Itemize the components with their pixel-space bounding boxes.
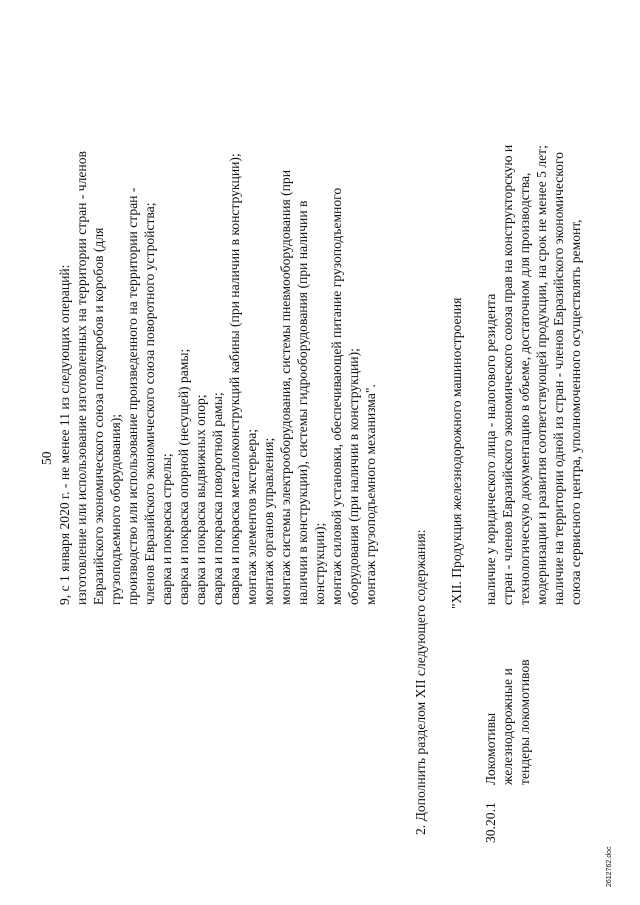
requirement-line: союза сервисного центра, уполномоченного осуществлять ремонт,	[568, 219, 583, 605]
text-line: грузоподъемного оборудования);	[108, 413, 123, 605]
text-line: сварка и покраска опорной (несущей) рамы;	[176, 348, 191, 605]
text-line: монтаж силовой установки, обеспечивающей питание грузоподъемного	[329, 187, 344, 605]
product-name-line: железнодорожные и	[500, 668, 515, 785]
product-name-line: тендеры локомотивов	[517, 659, 532, 785]
instruction-text: 2. Дополнить разделом XII следующего содержания:	[413, 529, 428, 835]
text-line: сварка и покраска поворотной рамы;	[210, 392, 225, 605]
text-line: монтаж грузоподъемного механизма".	[363, 384, 378, 605]
text-line: сварка и покраска стрелы;	[159, 453, 174, 605]
section-title: "XII. Продукция железнодорожного машиностроения	[449, 297, 464, 609]
doc-id-footer: 2612762.doc	[606, 846, 613, 887]
text-line: 9, с 1 января 2020 г. - не менее 11 из следующих операций:	[57, 264, 72, 605]
text-line: членов Евразийского экономического союза поворотного устройства;	[142, 202, 157, 605]
requirement-line: технологическую документацию в объеме, достаточном для производства,	[517, 172, 532, 605]
text-line: сварка и покраска выдвижных опор;	[193, 394, 208, 605]
requirement-line: модернизации и развития соответствующей продукции, на срок не менее 5 лет;	[534, 145, 549, 605]
text-line: изготовление или использование изготовленных на территории стран - членов	[74, 151, 89, 605]
text-line: наличии в конструкции), системы гидрооборудования (при наличии в	[295, 200, 310, 605]
product-name-line: Локомотивы	[483, 712, 498, 785]
page-number: 50	[39, 451, 54, 465]
requirement-line: наличие у юридического лица - налогового резидента	[483, 293, 498, 605]
text-line: монтаж органов управления;	[261, 437, 276, 605]
requirement-line: стран - членов Евразийского экономического союза прав на конструкторскую и	[500, 144, 515, 605]
text-line: монтаж элементов экстерьера;	[244, 428, 259, 605]
text-line: конструкции);	[312, 522, 327, 605]
requirement-line: наличие на территории одной из стран - членов Евразийского экономического	[551, 152, 566, 605]
text-line: производство или использование произведенного на территории стран -	[125, 187, 140, 605]
text-line: Евразийского экономического союза полукоробов и коробов (для	[91, 227, 106, 605]
text-line: монтаж системы электрооборудования, системы пневмооборудования (при	[278, 170, 293, 605]
product-code: 30.20.1	[483, 802, 498, 843]
text-line: сварка и покраска металлоконструкций кабины (при наличии в конструкции);	[227, 153, 242, 605]
text-line: оборудования (при наличии в конструкции);	[346, 348, 361, 605]
